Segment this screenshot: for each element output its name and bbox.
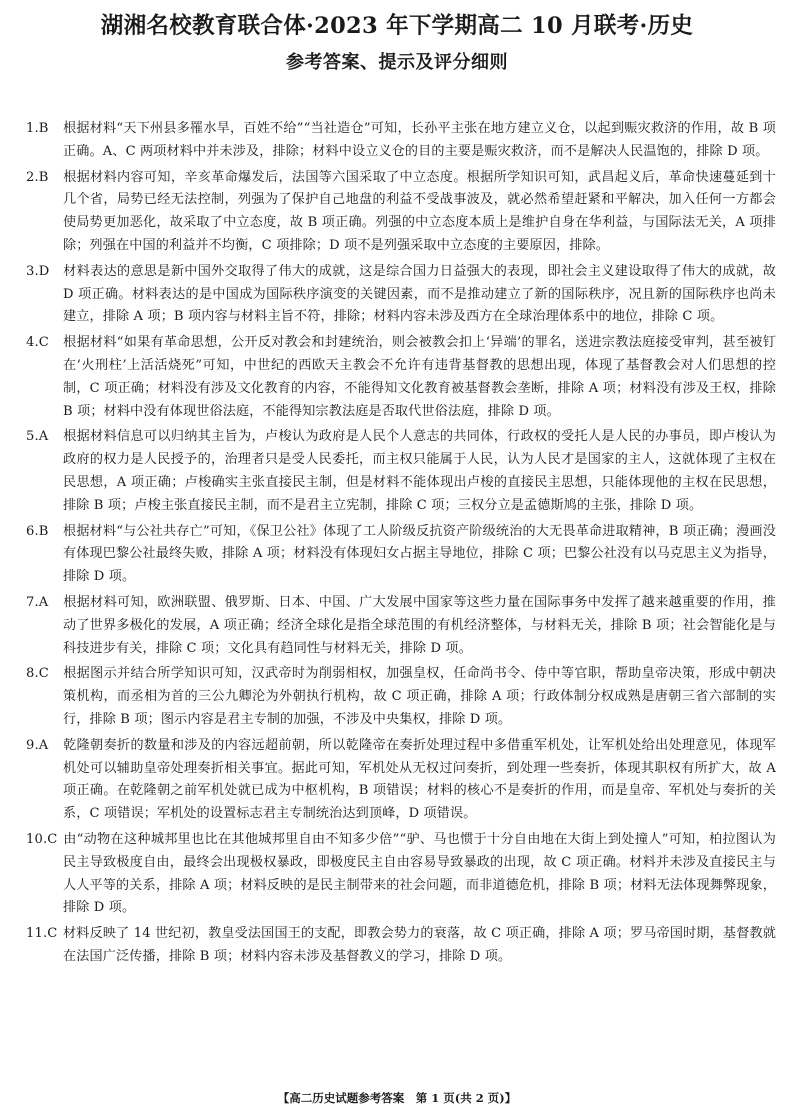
answer-item <box>26 167 776 258</box>
answer-number: 4.C <box>26 335 49 351</box>
page-subtitle: 参考答案、提示及评分细则 <box>286 52 508 73</box>
answer-number: 9.A <box>26 737 49 753</box>
page-footer: 【高二历史试题参考答案 第 1 页(共 2 页)】 <box>277 1091 517 1105</box>
answer-item <box>26 521 776 589</box>
answer-item <box>26 829 776 920</box>
answer-number: 7.A <box>26 594 49 610</box>
answer-explanation: 根据材料“天下州县多罹水旱，百姓不给”“当社造仓”可知，长孙平主张在地方建立义仓，以起到赈灾救济的作用，故 B 项正确。A、C 两项材料中并未涉及，排除；材料中设立义仓的目的主要是赈灾救济，而不是解决人民温饱的，排除 D 项。 <box>63 121 776 159</box>
answer-explanation: 根据图示并结合所学知识可知，汉武帝时为削弱相权，加强皇权，任命尚书令、侍中等官职，帮助皇帝决策，形成中朝决策机构，而丞相为首的三公九卿沦为外朝执行机构，故 C 项正确，排除 A 项；行政体制分权成熟是唐朝三省六部制的实行，排除 B 项；图示内容是君主专制的加强，不涉及中央集权，排除 D 项。 <box>63 666 776 727</box>
answer-explanation: 根据材料“如果有革命思想，公开反对教会和封建统治，则会被教会扣上‘异端’的罪名，送进宗教法庭接受审判，甚至被钉在‘火刑柱’上活活烧死”可知，中世纪的西欧天主教会不允许有违背基督教的思想出现，体现了基督教会对人们思想的控制，C 项正确；材料没有涉及文化教育的内容，不能得知文化教育被基督教会垄断，排除 A 项；材料没有涉及王权，排除 B 项；材料中没有体现世俗法庭，不能得知宗教法庭是否取代世俗法庭，排除 D 项。 <box>63 335 776 419</box>
answer-item <box>26 332 776 423</box>
answer-explanation: 根据材料“与公社共存亡”可知，《保卫公社》体现了工人阶级反抗资产阶级统治的大无畏革命进取精神，B 项正确；漫画没有体现巴黎公社最终失败，排除 A 项；材料没有体现妇女占据主导地位，排除 C 项；巴黎公社没有以马克思主义为指导，排除 D 项。 <box>63 523 776 585</box>
answer-explanation: 材料反映了 14 世纪初，教皇受法国国王的支配，即教会势力的衰落，故 C 项正确，排除 A 项；罗马帝国时期，基督教就在法国广泛传播，排除 B 项；材料内容未涉及基督教义的学习，排除 D 项。 <box>63 926 776 964</box>
answer-number: 5.A <box>26 429 49 445</box>
answer-explanation: 乾隆朝奏折的数量和涉及的内容远超前朝，所以乾隆帝在奏折处理过程中多借重军机处，让军机处给出处理意见，体现军机处可以辅助皇帝处理奏折相关事宜。据此可知，军机处从无权过问奏折，到处理一些奏折，体现其职权有所扩大，故 A 项正确。在乾隆朝之前军机处就已成为中枢机构，B 项错误；材料的核心不是奏折的作用，而是皇帝、军机处与奏折的关系，C 项错误；军机处的设置标志君主专制统治达到顶峰，D 项错误。 <box>63 737 776 822</box>
answer-item <box>26 663 776 731</box>
answer-item <box>26 923 776 969</box>
answer-number: 2.B <box>26 169 49 185</box>
answer-item <box>26 735 776 826</box>
answer-item <box>26 118 776 164</box>
answer-number: 8.C <box>26 666 49 682</box>
answer-item <box>26 261 776 329</box>
answer-explanation: 由“动物在这种城邦里也比在其他城邦里自由不知多少倍”“驴、马也惯于十分自由地在大街上到处撞人”可知，柏拉图认为民主导致极度自由，最终会出现极权暴政，即极度民主自由容易导致暴政的出现，故 C 项正确。材料并未涉及直接民主与人人平等的关系，排除 A 项；材料反映的是民主制带来的社会问题，而非道德危机，排除 B 项；材料无法体现舞弊现象，排除 D 项。 <box>63 831 776 916</box>
answer-number: 3.D <box>26 263 50 279</box>
answer-number: 10.C <box>26 831 58 847</box>
answer-list <box>26 118 776 972</box>
answer-number: 6.B <box>26 523 49 539</box>
answer-explanation: 材料表达的意思是新中国外交取得了伟大的成就，这是综合国力日益强大的表现，即社会主义建设取得了伟大的成就，故 D 项正确。材料表达的是中国成为国际秩序演变的关键因素，而不是推动建立了新的国际秩序，况且新的国际秩序也尚未建立，排除 A 项；B 项内容与材料主旨不符，排除；材料内容未涉及西方在全球治理体系中的地位，排除 C 项。 <box>63 263 776 325</box>
answer-explanation: 根据材料内容可知，辛亥革命爆发后，法国等六国采取了中立态度。根据所学知识可知，武昌起义后，革命快速蔓延到十几个省，局势已经无法控制，列强为了保护自己地盘的利益不受战事波及，就必然希望赶紧和平解决，加入任何一方都会使局势更加恶化，故采取了中立态度，故 B 项正确。列强的中立态度本质上是维护自身在华利益，与国际法无关，A 项排除；列强在中国的利益并不均衡，C 项排除；D 项不是列强采取中立态度的主要原因，排除。 <box>63 169 776 253</box>
answer-item <box>26 426 776 517</box>
answer-number: 1.B <box>26 121 49 136</box>
answer-item <box>26 592 776 660</box>
answer-number: 11.C <box>26 926 58 942</box>
page-title: 湖湘名校教育联合体·2023 年下学期高二 10 月联考·历史 <box>100 13 694 39</box>
answer-explanation: 根据材料信息可以归纳其主旨为，卢梭认为政府是人民个人意志的共同体，行政权的受托人是人民的办事员，即卢梭认为政府的权力是人民授予的，治理者只是受人民委托，而主权只能属于人民，认为人民才是国家的主人，这就体现了主权在民思想，A 项正确；卢梭确实主张直接民主制，但是材料不能体现出卢梭的直接民主思想，只能体现他的主权在民思想，排除 B 项；卢梭主张直接民主制，而不是君主立宪制，排除 C 项；三权分立是孟德斯鸠的主张，排除 D 项。 <box>63 429 776 513</box>
answer-explanation: 根据材料可知，欧洲联盟、俄罗斯、日本、中国、广大发展中国家等这些力量在国际事务中发挥了越来越重要的作用，推动了世界多极化的发展，A 项正确；经济全球化是指全球范围的有机经济整体，与材料无关，排除 B 项；社会智能化是与科技进步有关，排除 C 项；文化具有趋同性与材料无关，排除 D 项。 <box>63 594 776 656</box>
